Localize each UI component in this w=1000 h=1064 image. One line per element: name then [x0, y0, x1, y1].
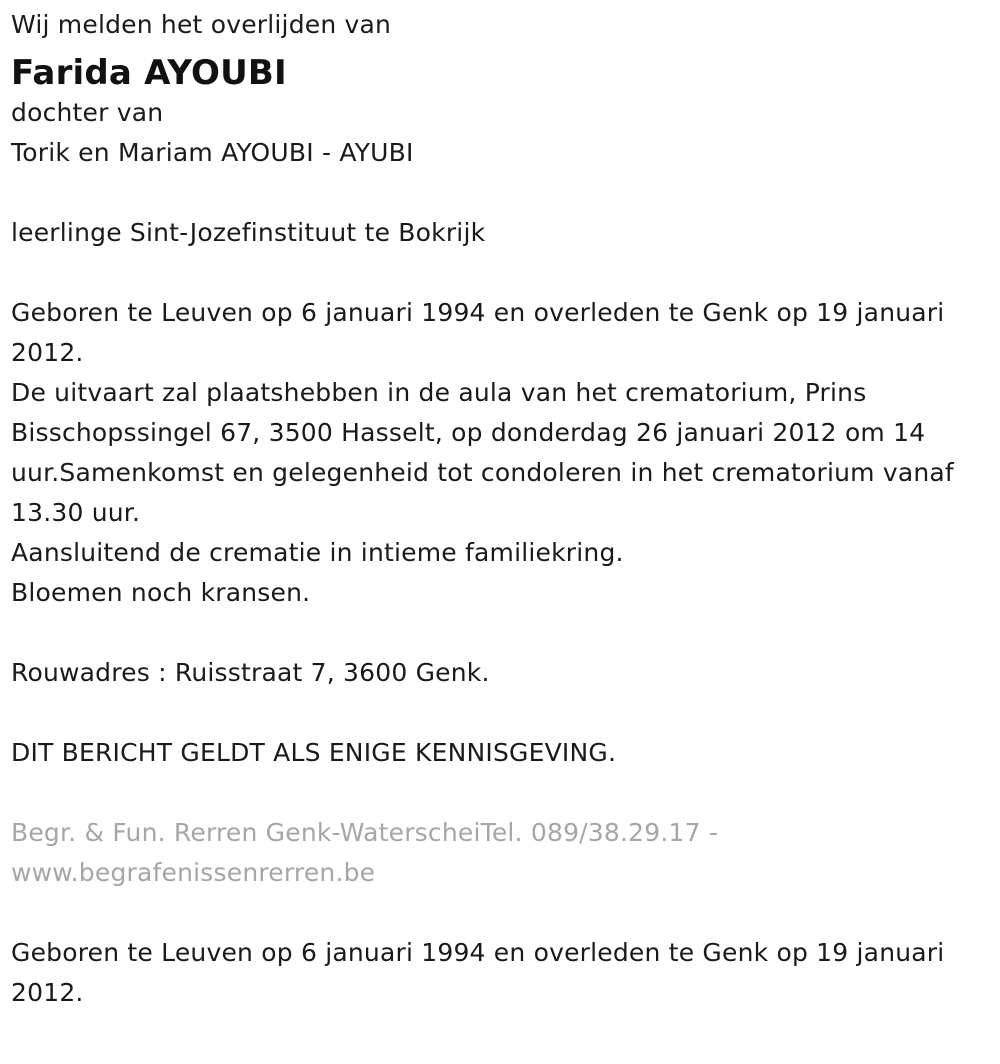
- spacer: [11, 253, 991, 293]
- school-info: leerlinge Sint-Jozefinstituut te Bokrijk: [11, 218, 486, 247]
- relation-label: dochter van: [11, 98, 164, 127]
- flowers-info: Bloemen noch kransen.: [11, 578, 311, 607]
- birth-death-repeat: Geboren te Leuven op 6 januari 1994 en overleden te Genk op 19 januari 2012.: [11, 938, 945, 1007]
- deceased-name: Farida AYOUBI: [11, 53, 287, 93]
- spacer: [11, 173, 991, 213]
- spacer: [11, 773, 991, 813]
- funeral-info: De uitvaart zal plaatshebben in de aula van het crematorium, Prins Bisschopssingel 67, 3500 Hasselt, op donderdag 26 januari 2012 om 14 uur.Samenkomst en gelegenheid tot condoleren in het crematorium vanaf 13.30 uur.: [11, 378, 954, 527]
- death-notice: [11, 5, 991, 1013]
- cremation-info: Aansluitend de crematie in intieme familiekring.: [11, 538, 624, 567]
- spacer: [11, 613, 991, 653]
- birth-death-text: Geboren te Leuven op 6 januari 1994 en overleden te Genk op 19 januari 2012.: [11, 298, 945, 367]
- parents-names: Torik en Mariam AYOUBI - AYUBI: [11, 138, 414, 167]
- intro-text: Wij melden het overlijden van: [11, 10, 392, 39]
- mourning-address: Rouwadres : Ruisstraat 7, 3600 Genk.: [11, 658, 490, 687]
- official-notice: DIT BERICHT GELDT ALS ENIGE KENNISGEVING.: [11, 738, 617, 767]
- undertaker-info: Begr. & Fun. Rerren Genk-WaterscheiTel. 089/38.29.17 - www.begrafenissenrerren.be: [11, 818, 719, 887]
- spacer: [11, 893, 991, 933]
- spacer: [11, 693, 991, 733]
